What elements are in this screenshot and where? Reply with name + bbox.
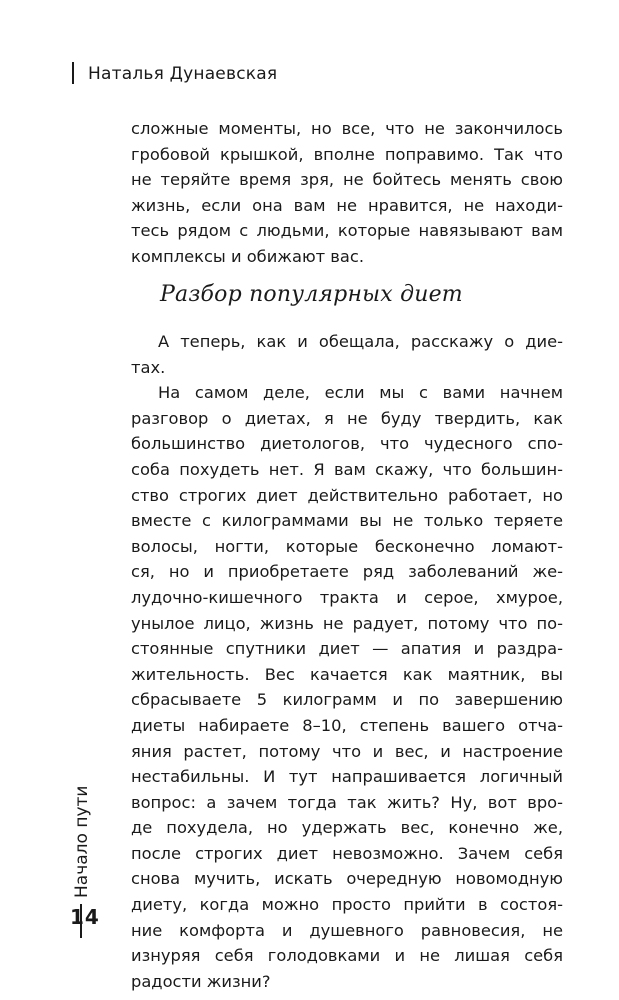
- text-line: лудочно-кишечного тракта и серое, хмурое,: [131, 587, 563, 607]
- text-line: снова мучить, искать очередную новомодную: [131, 869, 563, 889]
- text-line: сбрасываете 5 килограмм и по завершению: [131, 690, 563, 710]
- text-line: большинство диетологов, что чудесного спо-: [131, 434, 563, 454]
- intro-paragraph: [131, 116, 563, 270]
- text-line: тах.: [131, 357, 166, 377]
- text-line: ся, но и приобретаете ряд заболеваний же-: [131, 562, 563, 582]
- text-line: радости жизни?: [131, 971, 271, 991]
- side-section-title: Начало пути: [72, 785, 92, 898]
- text-line: вместе с килограммами вы не только теряете: [131, 511, 563, 531]
- header-divider: [72, 62, 74, 84]
- text-line: ство строгих диет действительно работает, но: [131, 485, 563, 505]
- text-line: комплексы и обижают вас.: [131, 246, 365, 266]
- text-line: стоянные спутники диет — апатия и раздра-: [131, 639, 563, 659]
- text-line: не теряйте время зря, не бойтесь менять свою: [131, 170, 563, 190]
- text-line: волосы, ногти, которые бесконечно ломают-: [131, 536, 563, 556]
- text-line: де похудела, но удержать вес, конечно же,: [131, 818, 563, 838]
- text-line: жительность. Вес качается как маятник, вы: [131, 664, 563, 684]
- text-line: после строгих диет невозможно. Зачем себя: [131, 843, 563, 863]
- text-line: разговор о диетах, я не буду твердить, как: [131, 408, 563, 428]
- main-text: [131, 329, 563, 994]
- section-heading: Разбор популярных диет: [160, 282, 463, 307]
- text-line: тесь рядом с людьми, которые навязывают вам: [131, 221, 563, 241]
- text-line: сложные моменты, но все, что не закончилось: [131, 119, 563, 138]
- author-name: Наталья Дунаевская: [88, 64, 278, 84]
- text-line: нестабильны. И тут напрашивается логичный: [131, 767, 563, 787]
- text-line: диету, когда можно просто прийти в состоя-: [131, 895, 563, 915]
- running-header: [72, 62, 277, 84]
- text-line: унылое лицо, жизнь не радует, потому что по-: [131, 613, 563, 633]
- text-line: жизнь, если она вам не нравится, не находи-: [131, 195, 563, 215]
- text-line: На самом деле, если мы с вами начнем: [158, 383, 563, 403]
- text-line: А теперь, как и обещала, расскажу о дие-: [158, 332, 563, 351]
- page-number: 14: [70, 905, 100, 929]
- text-line: соба похудеть нет. Я вам скажу, что большин-: [131, 459, 563, 479]
- text-line: яния растет, потому что и вес, и настроение: [131, 741, 563, 761]
- text-line: гробовой крышкой, вполне поправимо. Так что: [131, 144, 563, 164]
- text-line: диеты набираете 8–10, степень вашего отча-: [131, 715, 563, 735]
- text-line: изнуряя себя голодовками и не лишая себя: [131, 946, 563, 966]
- text-line: ние комфорта и душевного равновесия, не: [131, 920, 563, 940]
- text-line: вопрос: а зачем тогда так жить? Ну, вот вро-: [131, 792, 563, 812]
